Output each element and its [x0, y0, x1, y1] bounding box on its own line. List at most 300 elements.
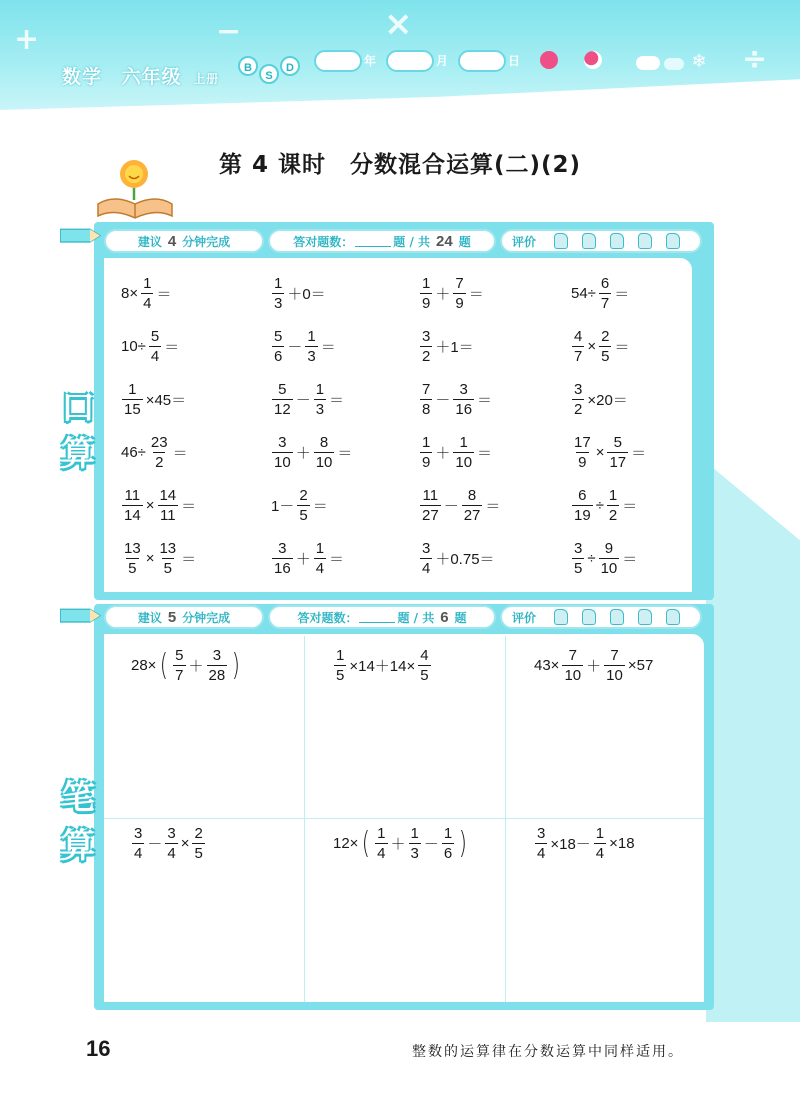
cloud-icon[interactable]	[636, 56, 660, 70]
fraction	[314, 382, 326, 417]
thumbs-up-icon[interactable]	[582, 609, 596, 625]
denominator: 9	[578, 454, 587, 471]
correct-count-label: 答对题数：	[293, 234, 354, 249]
expression-text: ＝	[468, 286, 484, 303]
thumbs-up-icon[interactable]	[638, 609, 652, 625]
denominator: 5	[299, 507, 308, 524]
denominator: 9	[422, 454, 431, 471]
expression-text: ×45＝	[145, 392, 187, 409]
numerator: 1	[128, 381, 137, 398]
written-problem	[332, 648, 433, 683]
denominator: 5	[574, 560, 583, 577]
day-field[interactable]	[458, 50, 506, 72]
subject-label: 数学	[62, 66, 103, 88]
denominator: 5	[194, 845, 203, 862]
denominator: 5	[128, 560, 137, 577]
denominator: 16	[455, 401, 473, 418]
suggest-prefix: 建议	[137, 610, 162, 625]
fraction	[572, 541, 584, 576]
denominator: 10	[315, 454, 333, 471]
fraction	[420, 382, 432, 417]
numerator: 1	[443, 825, 453, 842]
edition-letter: S	[259, 64, 279, 84]
denominator: 7	[574, 348, 583, 365]
rating-group	[500, 605, 702, 629]
oral-problem	[570, 276, 630, 311]
denominator: 4	[422, 560, 431, 577]
expression-text: ×	[145, 550, 155, 567]
partly-cloudy-icon[interactable]	[584, 51, 602, 69]
expression-text: ×18	[609, 835, 635, 852]
fraction	[599, 276, 611, 311]
oral-problem	[270, 541, 345, 576]
fraction	[420, 276, 432, 311]
answer-grid-divider	[505, 636, 506, 1002]
expression-text: ×	[145, 497, 155, 514]
parenthesis: )	[231, 647, 241, 683]
numerator: 1	[377, 825, 386, 842]
fraction	[375, 826, 387, 861]
total-prefix: 题 / 共	[393, 234, 431, 249]
expression-text: ＝	[631, 445, 647, 462]
oral-problem	[570, 435, 647, 470]
parenthesis: (	[362, 825, 371, 861]
denominator: 4	[143, 295, 152, 312]
total-suffix: 题	[454, 610, 467, 625]
fraction	[334, 648, 346, 683]
parenthesis: (	[160, 647, 169, 683]
numerator: 3	[278, 434, 287, 451]
denominator: 16	[274, 560, 291, 577]
denominator: 2	[574, 401, 583, 418]
subject-grade-label	[62, 62, 219, 89]
expression-text: ＋	[188, 658, 204, 675]
expression-text: －	[423, 836, 439, 853]
pencil-icon	[60, 602, 106, 626]
plus-decoration: +	[14, 22, 40, 57]
expression-text: ＝	[622, 498, 638, 515]
oral-problem	[418, 329, 475, 364]
year-label: 年	[364, 54, 377, 68]
oral-problem	[418, 382, 493, 417]
written-problem	[130, 648, 243, 683]
oral-problem	[270, 382, 345, 417]
oral-problem	[570, 488, 638, 523]
sun-icon[interactable]	[540, 51, 558, 69]
numerator: 1	[307, 328, 316, 345]
expression-text: 12×	[333, 835, 359, 852]
fraction	[272, 541, 293, 576]
edition-letter: B	[238, 56, 258, 76]
numerator: 5	[613, 434, 622, 451]
fraction	[572, 488, 593, 523]
expression-text: ÷	[595, 497, 604, 514]
expression-text: ＝	[329, 551, 345, 568]
expression-text: －	[287, 339, 303, 356]
fraction	[272, 382, 293, 417]
minus-decoration: −	[216, 14, 242, 49]
year-field[interactable]	[314, 50, 362, 72]
fraction	[420, 329, 432, 364]
month-field[interactable]	[386, 50, 434, 72]
numerator: 3	[537, 825, 546, 842]
numerator: 1	[595, 825, 605, 842]
numerator: 1	[274, 275, 283, 292]
denominator: 15	[124, 401, 141, 418]
fraction	[420, 541, 432, 576]
expression-text: 43×	[534, 657, 560, 674]
denominator: 5	[601, 348, 610, 365]
fraction	[572, 382, 584, 417]
correct-count-label: 答对题数：	[297, 610, 358, 625]
suggested-minutes: 5	[167, 608, 177, 626]
oral-problem	[120, 329, 180, 364]
numerator: 8	[319, 434, 329, 451]
oral-problem	[418, 541, 496, 576]
month-label: 月	[436, 54, 449, 68]
thumbs-up-icon[interactable]	[554, 233, 568, 249]
expression-text: ＝	[181, 498, 197, 515]
fraction	[149, 329, 161, 364]
footer-tip: 整数的运算律在分数运算中同样适用。	[412, 1044, 684, 1060]
correct-count-blank[interactable]	[355, 235, 391, 247]
expression-text: ＝	[172, 445, 188, 462]
fraction	[442, 826, 454, 861]
oral-problem	[120, 276, 172, 311]
snow-icon[interactable]: ❄	[691, 51, 707, 71]
numerator: 11	[422, 487, 439, 504]
oral-problem	[570, 329, 630, 364]
expression-text: ＝	[477, 392, 493, 409]
oral-problem	[418, 276, 485, 311]
numerator: 3	[167, 825, 176, 842]
numerator: 3	[574, 540, 583, 557]
fraction	[535, 826, 547, 861]
thumbs-up-icon[interactable]	[638, 233, 652, 249]
denominator: 2	[422, 348, 431, 365]
denominator: 27	[463, 507, 481, 524]
fraction	[594, 826, 606, 861]
expression-text: ＝	[485, 498, 501, 515]
expression-text: ×	[587, 338, 597, 355]
numerator: 1	[422, 434, 431, 451]
denominator: 4	[595, 845, 605, 862]
numerator: 3	[134, 825, 143, 842]
expression-text: －	[443, 498, 459, 515]
expression-text: ＝	[477, 445, 493, 462]
expression-text: ＝	[181, 551, 197, 568]
expression-text: ＝	[337, 445, 353, 462]
fraction	[207, 648, 228, 683]
denominator: 10	[600, 560, 618, 577]
numerator: 11	[124, 487, 141, 504]
numerator: 7	[610, 647, 619, 664]
numerator: 8	[467, 487, 477, 504]
expression-text: ＝	[320, 339, 336, 356]
fraction	[453, 382, 474, 417]
numerator: 2	[299, 487, 308, 504]
rating-label: 评价	[512, 610, 537, 625]
denominator: 14	[124, 507, 141, 524]
total-count: 6	[440, 608, 449, 626]
expression-text: ＋0.75＝	[435, 551, 495, 568]
side-label-oral-2: 算	[61, 434, 95, 474]
fraction	[599, 329, 611, 364]
fraction	[192, 826, 204, 861]
fraction	[157, 488, 178, 523]
suggest-suffix: 分钟完成	[182, 234, 231, 249]
numerator: 5	[278, 381, 287, 398]
suggested-minutes: 4	[167, 232, 177, 250]
denominator: 7	[600, 295, 610, 312]
fraction	[272, 329, 284, 364]
written-problem	[533, 826, 636, 861]
expression-text: ×20＝	[587, 392, 628, 409]
fraction	[314, 541, 326, 576]
written-problem	[533, 648, 654, 683]
score-count	[268, 605, 496, 629]
denominator: 4	[167, 845, 176, 862]
denominator: 4	[134, 845, 143, 862]
fraction	[122, 541, 143, 576]
expression-text: ＋	[435, 445, 451, 462]
numerator: 3	[459, 381, 468, 398]
denominator: 9	[455, 295, 464, 312]
score-count	[268, 229, 496, 253]
side-label-written-1: 笔	[61, 778, 95, 818]
expression-text: ＋	[390, 836, 406, 853]
expression-text: ＝	[614, 286, 630, 303]
fraction	[453, 276, 465, 311]
expression-text: ＝	[312, 498, 328, 515]
fraction	[599, 541, 620, 576]
expression-text: ＋	[295, 551, 311, 568]
total-count: 24	[436, 232, 453, 250]
numerator: 13	[124, 540, 141, 557]
fraction	[132, 826, 144, 861]
fraction	[418, 648, 430, 683]
pencil-icon	[60, 222, 106, 246]
suggest-prefix: 建议	[137, 234, 162, 249]
expression-text: ＋	[435, 286, 451, 303]
fraction	[122, 382, 143, 417]
expression-text: 28×	[131, 657, 157, 674]
expression-text: ＋	[295, 445, 311, 462]
expression-text: －	[295, 392, 311, 409]
expression-text: ×14＋14×	[349, 658, 416, 675]
denominator: 3	[274, 295, 283, 312]
denominator: 28	[208, 667, 226, 684]
thumbs-up-icon[interactable]	[582, 233, 596, 249]
divide-decoration: ÷	[742, 42, 768, 77]
oral-problem	[270, 435, 353, 470]
numerator: 9	[604, 540, 614, 557]
fraction	[272, 276, 284, 311]
suggest-suffix: 分钟完成	[182, 610, 231, 625]
written-problem	[332, 826, 470, 861]
expression-text: －	[147, 836, 163, 853]
numerator: 13	[159, 540, 177, 557]
numerator: 5	[175, 647, 184, 664]
denominator: 3	[410, 845, 419, 862]
edition-letter: D	[280, 56, 300, 76]
numerator: 1	[143, 275, 152, 292]
fraction	[272, 435, 293, 470]
expression-text: ＋	[586, 658, 602, 675]
denominator: 9	[422, 295, 431, 312]
numerator: 6	[578, 487, 587, 504]
numerator: 1	[410, 825, 419, 842]
fraction	[141, 276, 153, 311]
denominator: 10	[606, 667, 623, 684]
thumbs-up-icon[interactable]	[666, 233, 680, 249]
fraction	[562, 648, 583, 683]
numerator: 2	[194, 825, 203, 842]
rating-group	[500, 229, 702, 253]
numerator: 14	[159, 487, 177, 504]
side-label-written-2: 算	[61, 826, 95, 866]
expression-text: ×18－	[550, 836, 591, 853]
numerator: 7	[455, 275, 464, 292]
fraction	[462, 488, 483, 523]
denominator: 4	[315, 560, 325, 577]
denominator: 7	[175, 667, 184, 684]
rating-label: 评价	[512, 234, 537, 249]
thumbs-up-icon[interactable]	[610, 609, 624, 625]
fraction	[165, 826, 177, 861]
fraction	[314, 435, 335, 470]
page-number: 16	[86, 1036, 111, 1061]
fraction	[420, 488, 441, 523]
numerator: 5	[150, 328, 160, 345]
denominator: 5	[336, 667, 345, 684]
expression-text: ＝	[164, 339, 180, 356]
denominator: 27	[422, 507, 439, 524]
fraction	[305, 329, 317, 364]
expression-text: ＝	[614, 339, 630, 356]
expression-text: ＝	[622, 551, 638, 568]
numerator: 4	[420, 647, 429, 664]
total-prefix: 题 / 共	[397, 610, 435, 625]
numerator: 3	[422, 540, 431, 557]
expression-text: ＋0＝	[287, 286, 326, 303]
rain-icon[interactable]	[664, 58, 684, 70]
fraction	[572, 329, 584, 364]
expression-text: 8×	[121, 285, 139, 302]
denominator: 3	[307, 348, 316, 365]
expression-text: ×	[180, 835, 190, 852]
denominator: 10	[455, 454, 473, 471]
edition-badge	[238, 56, 300, 84]
page-title: 第 4 课时 分数混合运算(二)(2)	[218, 152, 582, 178]
parenthesis: )	[458, 825, 468, 861]
denominator: 10	[564, 667, 582, 684]
side-label-oral-1: 口	[61, 388, 95, 428]
fraction	[409, 826, 421, 861]
fraction	[604, 648, 625, 683]
right-side-decoration	[706, 462, 800, 1022]
oral-problem	[120, 435, 189, 470]
suggested-time	[104, 229, 264, 253]
answer-grid-divider	[304, 636, 305, 1002]
grade-label: 六年级	[121, 66, 182, 88]
denominator: 6	[274, 348, 283, 365]
oral-problem	[418, 435, 493, 470]
correct-count-blank[interactable]	[359, 611, 395, 623]
thumbs-up-icon[interactable]	[666, 609, 680, 625]
oral-problem	[570, 541, 638, 576]
numerator: 3	[574, 381, 583, 398]
numerator: 7	[568, 647, 577, 664]
expression-text: ×	[595, 444, 605, 461]
numerator: 1	[459, 434, 468, 451]
denominator: 6	[443, 845, 453, 862]
oral-problem	[120, 541, 197, 576]
suggested-time	[104, 605, 264, 629]
numerator: 2	[601, 328, 610, 345]
total-suffix: 题	[458, 234, 471, 249]
numerator: 1	[422, 275, 431, 292]
fraction	[453, 435, 474, 470]
numerator: 1	[608, 487, 618, 504]
expression-text: 10÷	[121, 338, 146, 355]
fraction	[572, 435, 593, 470]
expression-text: 46÷	[121, 444, 146, 461]
denominator: 2	[155, 454, 164, 471]
denominator: 12	[274, 401, 291, 418]
fraction	[149, 435, 170, 470]
times-decoration: ×	[384, 4, 413, 44]
answer-grid-divider	[104, 818, 704, 819]
oral-problem	[270, 276, 327, 311]
numerator: 1	[315, 540, 325, 557]
expression-text: ＝	[329, 392, 345, 409]
thumbs-up-icon[interactable]	[554, 609, 568, 625]
thumbs-up-icon[interactable]	[610, 233, 624, 249]
numerator: 6	[600, 275, 610, 292]
denominator: 8	[422, 401, 431, 418]
oral-problem	[570, 382, 629, 417]
oral-problem	[270, 329, 337, 364]
numerator: 5	[274, 328, 283, 345]
expression-text: 54÷	[571, 285, 596, 302]
fraction	[607, 435, 628, 470]
fraction	[420, 435, 432, 470]
expression-text: ＝	[156, 286, 172, 303]
expression-text: ÷	[587, 550, 596, 567]
denominator: 11	[160, 507, 176, 524]
oral-problem	[120, 382, 187, 417]
fraction	[607, 488, 619, 523]
denominator: 2	[608, 507, 618, 524]
denominator: 17	[609, 454, 627, 471]
denominator: 19	[574, 507, 591, 524]
numerator: 1	[336, 647, 345, 664]
oral-problem	[120, 488, 197, 523]
denominator: 5	[420, 667, 429, 684]
denominator: 3	[315, 401, 325, 418]
numerator: 3	[278, 540, 287, 557]
numerator: 7	[422, 381, 431, 398]
numerator: 4	[574, 328, 583, 345]
denominator: 4	[537, 845, 546, 862]
fraction	[157, 541, 178, 576]
oral-problem	[270, 488, 329, 523]
day-label: 日	[508, 54, 521, 68]
written-problem	[130, 826, 207, 861]
numerator: 23	[150, 434, 168, 451]
denominator: 4	[377, 845, 386, 862]
